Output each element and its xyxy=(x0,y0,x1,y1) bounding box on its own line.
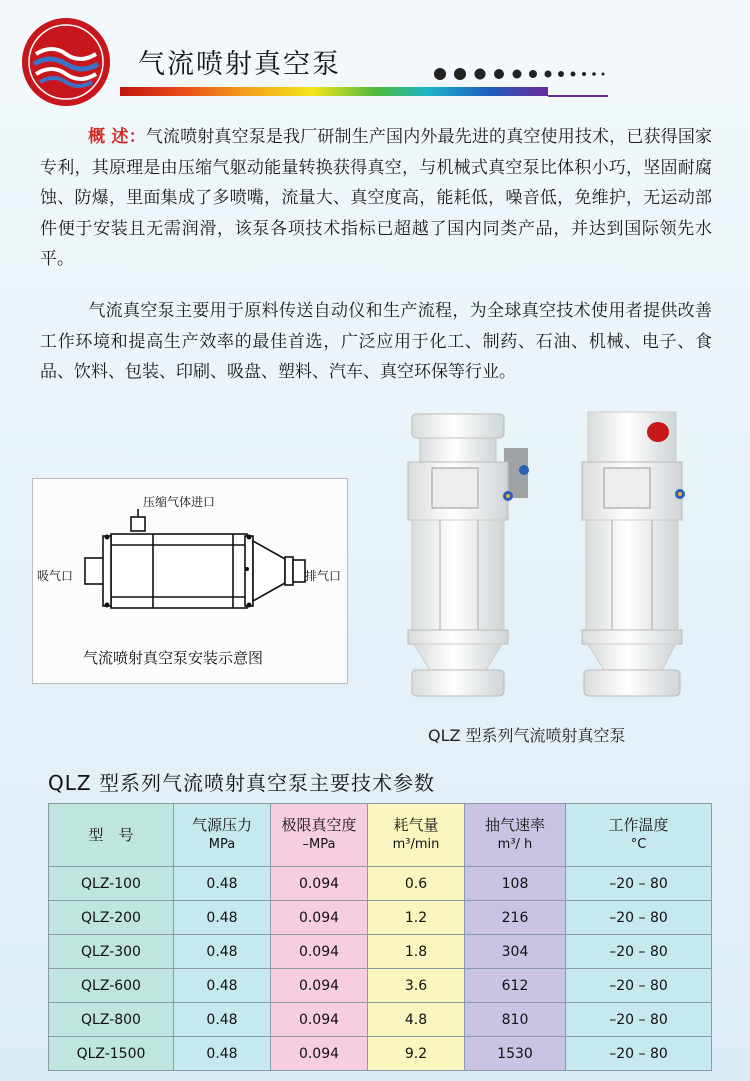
header-pressure: 气源压力 MPa xyxy=(174,804,271,867)
table-row: QLZ-300 0.48 0.094 1.8 304 –20 – 80 xyxy=(49,935,712,969)
pump-right xyxy=(582,412,685,696)
application-text: 气流真空泵主要用于原料传送自动仪和生产流程，为全球真空技术使用者提供改善工作环境和提高生产效率的最佳首选，广泛应用于化工、制药、石油、机械、电子、食品、饮料、包装、印刷、吸盘、塑料、汽车、真空环保等行业。 xyxy=(40,301,712,382)
header-vacuum: 极限真空度 –MPa xyxy=(271,804,368,867)
application-paragraph xyxy=(40,296,712,388)
table-row: QLZ-200 0.48 0.094 1.2 216 –20 – 80 xyxy=(49,901,712,935)
exhaust-label: 排气口 xyxy=(305,569,342,583)
inlet-label: 压缩气体进口 xyxy=(143,495,216,509)
diagram-caption: 气流喷射真空泵安装示意图 xyxy=(83,649,264,667)
suction-label: 吸气口 xyxy=(37,569,74,583)
table-title: QLZ 型系列气流喷射真空泵主要技术参数 xyxy=(48,771,435,795)
overview-lead: 概 述： xyxy=(88,127,146,147)
header-temperature: 工作温度 °C xyxy=(566,804,712,867)
installation-diagram xyxy=(32,478,348,684)
page-title: 气流喷射真空泵 xyxy=(138,49,341,80)
overview-text: 气流喷射真空泵是我厂研制生产国内外最先进的真空使用技术，已获得国家专利，其原理是由压缩气躯动能量转换获得真空，与机械式真空泵比体积小巧，坚固耐腐蚀、防爆，里面集成了多喷嘴，流量大、真空度高，能耗低，噪音低，免维护，无运动部件便于安装且无需润滑，该泵各项技术指标已超越了国内同类产品，并达到国际领先水平。 xyxy=(40,127,713,269)
rainbow-divider xyxy=(120,87,548,96)
spec-table xyxy=(48,803,712,1071)
decorative-dots xyxy=(432,66,612,86)
divider-line xyxy=(548,95,608,97)
pump-photos xyxy=(400,408,700,710)
table-row: QLZ-800 0.48 0.094 4.8 810 –20 – 80 xyxy=(49,1003,712,1037)
header-pumping-speed: 抽气速率 m³/ h xyxy=(465,804,566,867)
overview-paragraph xyxy=(40,122,712,275)
table-row: QLZ-1500 0.48 0.094 9.2 1530 –20 – 80 xyxy=(49,1037,712,1071)
company-logo xyxy=(22,18,110,106)
table-header-row xyxy=(49,804,712,867)
header-model: 型 号 xyxy=(49,804,174,867)
pump-photo-caption: QLZ 型系列气流喷射真空泵 xyxy=(428,726,626,745)
header-air-consumption: 耗气量 m³/min xyxy=(368,804,465,867)
table-row: QLZ-600 0.48 0.094 3.6 612 –20 – 80 xyxy=(49,969,712,1003)
pump-left xyxy=(408,414,529,696)
table-row: QLZ-100 0.48 0.094 0.6 108 –20 – 80 xyxy=(49,867,712,901)
